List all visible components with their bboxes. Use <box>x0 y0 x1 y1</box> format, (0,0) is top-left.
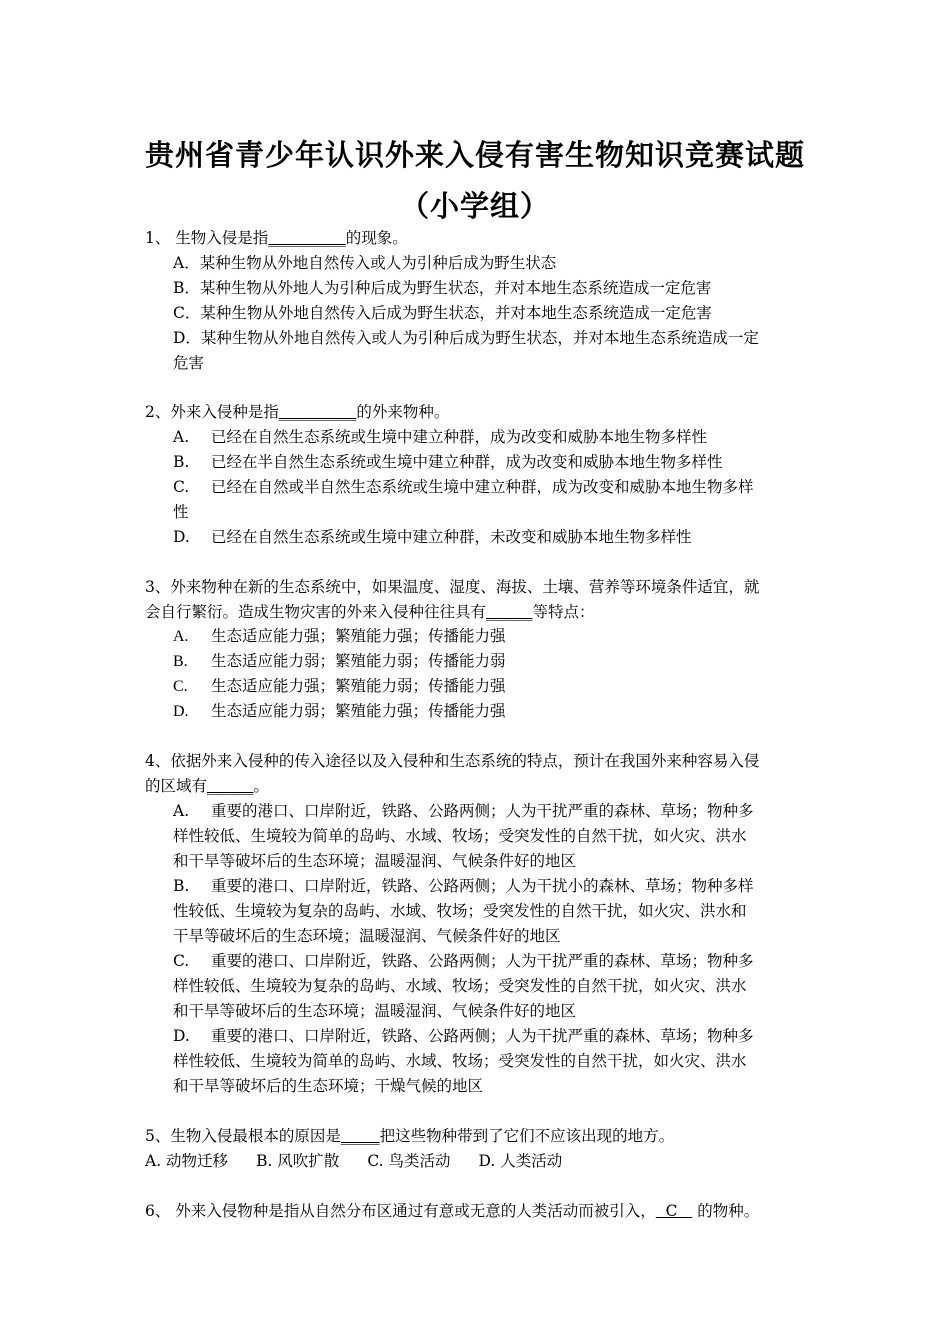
q5-option-b: B. 风吹扩散 <box>256 1152 340 1170</box>
question-2 <box>145 400 449 425</box>
option-label: D. <box>173 703 189 720</box>
question-text: 的现象。 <box>345 229 408 247</box>
option-text: 生态适应能力弱；繁殖能力强；传播能力强 <box>211 702 506 720</box>
option-label: B. <box>173 653 188 670</box>
option-label: A. <box>173 428 190 446</box>
q4-option-c-cont: 样性较低、生境较为复杂的岛屿、水域、牧场；受突发性的自然干扰，如火灾、洪水 <box>173 977 747 995</box>
answer-blank: __________ <box>278 403 357 421</box>
q1-option-b: B．某种生物从外地人为引种后成为野生状态，并对本地生态系统造成一定危害 <box>173 279 712 297</box>
option-text: 已经在自然或半自然生态系统或生境中建立种群，成为改变和威胁本地生物多样 <box>211 478 754 496</box>
q4-option-b <box>173 874 754 899</box>
answer-blank: __________ <box>268 229 346 247</box>
question-text: 的外来物种。 <box>356 403 450 421</box>
question-1 <box>145 226 408 251</box>
question-3: 3、外来物种在新的生态系统中，如果温度、湿度、海拔、土壤、营养等环境条件适宜，就 <box>145 578 760 596</box>
answer-blank: ______ <box>207 777 254 795</box>
question-text: 会自行繁衍。造成生物灾害的外来入侵种往往具有 <box>145 603 487 621</box>
option-label: D. <box>173 1027 190 1045</box>
option-label: B. <box>173 453 190 471</box>
q5-option-c: C. 鸟类活动 <box>367 1152 451 1170</box>
q4-option-d <box>173 1024 754 1049</box>
question-text: 的物种。 <box>692 1202 760 1220</box>
q3-option-c <box>173 674 506 699</box>
answer-blank: _____ <box>340 1127 380 1145</box>
question-4: 4、依据外来入侵种的传入途径以及入侵种和生态系统的特点，预计在我国外来种容易入侵 <box>145 752 760 770</box>
q1-option-d-cont: 危害 <box>173 354 205 372</box>
q4-option-a-cont: 样性较低、生境较为简单的岛屿、水域、牧场；受突发性的自然干扰，如火灾、洪水 <box>173 827 747 845</box>
q1-option-d: D．某种生物从外地自然传入或人为引种后成为野生状态，并对本地生态系统造成一定 <box>173 329 759 347</box>
option-label: B. <box>173 877 190 895</box>
page-title: 贵州省青少年认识外来入侵有害生物知识竞赛试题 <box>144 138 805 172</box>
option-label: A. <box>173 802 190 820</box>
option-text: 生态适应能力弱；繁殖能力弱；传播能力弱 <box>211 652 506 670</box>
question-text: 5、生物入侵最根本的原因是 <box>145 1127 341 1145</box>
q3-option-b <box>173 649 506 674</box>
question-text: 的区域有 <box>145 777 208 795</box>
option-text: 重要的港口、口岸附近，铁路、公路两侧；人为干扰小的森林、草场；物种多样 <box>211 877 754 895</box>
q4-option-b-cont: 性较低、生境较为复杂的岛屿、水域、牧场；受突发性的自然干扰，如火灾、洪水和 <box>173 902 747 920</box>
q2-option-c-cont: 性 <box>173 503 189 521</box>
q4-option-d-cont: 和干旱等破坏后的生态环境；干燥气候的地区 <box>173 1077 484 1095</box>
answer-blank: C <box>655 1202 693 1220</box>
option-text: 生态适应能力强；繁殖能力弱；传播能力强 <box>211 677 506 695</box>
option-label: C. <box>173 478 190 496</box>
q5-option-a: A. 动物迁移 <box>145 1152 229 1170</box>
q2-option-a <box>173 425 707 450</box>
question-text: 把这些物种带到了它们不应该出现的地方。 <box>379 1127 675 1145</box>
question-text: 1、 生物入侵是指 <box>145 229 269 247</box>
option-text: 重要的港口、口岸附近，铁路、公路两侧；人为干扰严重的森林、草场；物种多 <box>211 1027 754 1045</box>
question-3-cont <box>145 600 595 625</box>
q2-option-c <box>173 475 754 500</box>
question-4-cont <box>145 774 269 799</box>
q3-option-a <box>173 624 506 649</box>
option-text: 已经在自然生态系统或生境中建立种群，未改变和威胁本地生物多样性 <box>211 528 692 546</box>
q3-option-d <box>173 699 506 724</box>
question-text: 2、外来入侵种是指 <box>145 403 279 421</box>
option-label: C. <box>173 678 188 695</box>
option-label: D. <box>173 528 190 546</box>
q4-option-b-cont: 干旱等破坏后的生态环境；温暖湿润、气候条件好的地区 <box>173 927 561 945</box>
q4-option-a-cont: 和干旱等破坏后的生态环境；温暖湿润、气候条件好的地区 <box>173 852 577 870</box>
option-text: 重要的港口、口岸附近，铁路、公路两侧；人为干扰严重的森林、草场；物种多 <box>211 952 754 970</box>
q4-option-c-cont: 和干旱等破坏后的生态环境；温暖湿润、气候条件好的地区 <box>173 1002 577 1020</box>
q2-option-d <box>173 525 692 550</box>
q4-option-a <box>173 799 754 824</box>
q4-option-c <box>173 949 754 974</box>
option-label: C. <box>173 952 190 970</box>
question-5 <box>145 1124 674 1149</box>
question-text: 6、 外来入侵物种是指从自然分布区通过有意或无意的人类活动而被引入， <box>145 1202 656 1220</box>
option-text: 生态适应能力强；繁殖能力强；传播能力强 <box>211 627 506 645</box>
page-subtitle: （小学组） <box>399 189 550 223</box>
q1-option-a: A．某种生物从外地自然传入或人为引种后成为野生状态 <box>173 254 557 272</box>
option-text: 已经在半自然生态系统或生境中建立种群，成为改变和威胁本地生物多样性 <box>211 453 723 471</box>
answer-blank: ______ <box>486 603 533 621</box>
q5-option-d: D. 人类活动 <box>478 1152 563 1170</box>
question-6 <box>145 1199 759 1224</box>
q1-option-c: C．某种生物从外地自然传入后成为野生状态，并对本地生态系统造成一定危害 <box>173 304 712 322</box>
option-label: A. <box>173 628 189 645</box>
question-text: 。 <box>253 777 270 795</box>
q4-option-d-cont: 样性较低、生境较为简单的岛屿、水域、牧场；受突发性的自然干扰，如火灾、洪水 <box>173 1052 747 1070</box>
q5-options <box>145 1149 562 1174</box>
q2-option-b <box>173 450 723 475</box>
option-text: 已经在自然生态系统或生境中建立种群，成为改变和威胁本地生物多样性 <box>211 428 708 446</box>
question-text: 等特点： <box>532 603 595 621</box>
option-text: 重要的港口、口岸附近，铁路、公路两侧；人为干扰严重的森林、草场；物种多 <box>211 802 754 820</box>
